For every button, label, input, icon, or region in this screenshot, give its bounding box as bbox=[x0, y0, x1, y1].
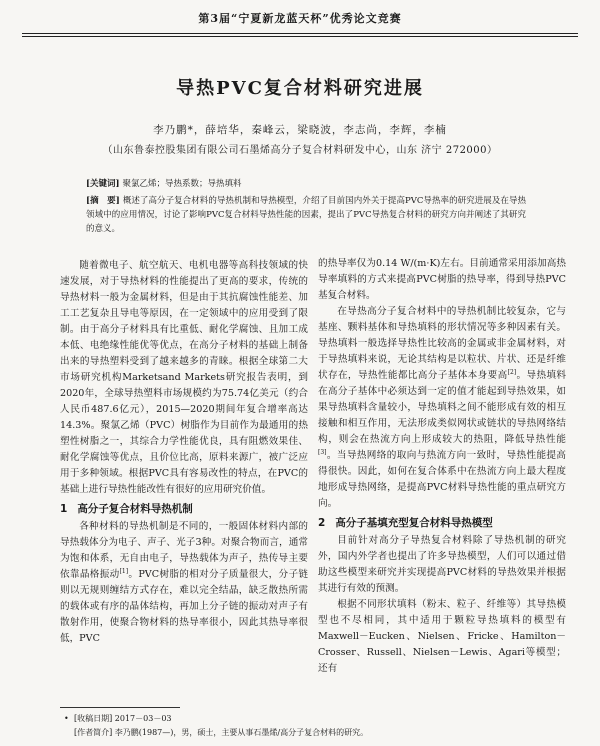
model-paragraph-1: 目前针对高分子导热复合材料除了导热机制的研究外，国内外学者也提出了许多导热模型，人们可以通过借助这些模型来研究并实现提高PVC材料的导热效果并根据其进行有效的预测。 bbox=[318, 535, 566, 594]
section-1-number: 1 bbox=[60, 503, 68, 515]
section-2-title: 高分子基填充型复合材料导热模型 bbox=[335, 517, 493, 529]
section-1-text-b: 。PVC树脂的相对分子质量很大，分子链则以无规则缠结方式存在，难以完全结晶，缺乏散热所需的载体或有序的晶体结构，再加上分子链的振动对声子有散射作用，使聚合物材料的热导率很小，因此其热导率很低，PVC bbox=[60, 569, 308, 644]
model-paragraph-2: 根据不同形状填料（粉末、粒子、纤维等）其导热模型也不尽相同，其中适用于颗粒导热填料的模型有Maxwell－Eucken、Nielsen、Fricke、Hamilton－Crosser、Russell、Nielsen－Lewis、Agari等模型；还有 bbox=[318, 599, 566, 674]
citation-3: [3] bbox=[318, 448, 327, 456]
section-1-paragraph bbox=[60, 519, 308, 647]
article-affiliation: （山东鲁泰控股集团有限公司石墨烯高分子复合材料研发中心，山东 济宁 272000） bbox=[102, 145, 498, 156]
mechanism-text-a: 在导热高分子复合材料中的导热机制比较复杂，它与基座、颗料基体和导热填料的形状情况等多种因素有关。导热填料一般选择导热性比较高的金属或非金属材料，对于导热填料来说，无论其结构是以粒状、片状、还是纤维状存在，导热性能都比高分子基体本身要高 bbox=[318, 306, 566, 381]
mechanism-paragraph bbox=[318, 304, 566, 512]
abstract bbox=[86, 194, 526, 236]
article-authors: 李乃鹏*，薛培华，秦峰云，梁晓波，李志尚，李辉，李楠 bbox=[153, 124, 447, 136]
left-column bbox=[60, 258, 308, 647]
mechanism-text-b: 。导热填料在高分子基体中必须达到一定的值才能起到导热效果，如果导热填料含量较小，导热填料之间不能形成有效的相互接触和相互作用，无法形成类似网状或链状的导热网络结构，则会在热流方向上形成较大的热阻，降低导热性能 bbox=[318, 370, 567, 445]
footnote-bullet: • bbox=[64, 714, 69, 723]
page-header: 第3届“宁夏新龙蓝天杯”优秀论文竞赛 bbox=[198, 12, 402, 25]
section-1-text-a: 各种材料的导热机制是不同的，一般固体材料内部的导热载体分为电子、声子、光子3种。对聚合物而言，通常为饱和体系，无自由电子，导热载体为声子，热传导主要依靠晶格振动 bbox=[60, 521, 308, 580]
abstract-text: 概述了高分子复合材料的导热机制和导热模型，介绍了目前国内外关于提高PVC导热率的研究进展及在导热领域中的应用情况，讨论了影响PVC复合材料导热性能的因素，提出了PVC导热复合材料的研究方向并阐述了其研究的意义。 bbox=[86, 196, 527, 234]
section-2-number: 2 bbox=[318, 517, 326, 529]
article-title: 导热PVC复合材料研究进展 bbox=[176, 78, 424, 99]
footnote-rule bbox=[60, 707, 180, 708]
abstract-label: [摘 要] bbox=[86, 196, 120, 206]
footnote-author-bio bbox=[64, 726, 544, 740]
intro-paragraph: 随着微电子、航空航天、电机电器等高科技领域的快速发展，对于导热材料的性能提出了更高的要求，传统的导热材料一般为金属材料，但是由于其抗腐蚀性能差、加工工艺复杂且导电等原因，在一定领域中的应用受到了限制。由于高分子材料具有比重低、耐化学腐蚀、且加工成本低、电绝缘性能优等优点，在高分子材料的基础上制备出来的导热塑料受到了越来越多的青睐。根据全球第二大市场研究机构Marketsand Markets研究报告表明，到2020年，全球导热塑料市场规模约为75.74亿美元（约合人民币487.6亿元），2015—2020期间年复合增率高达14.3%。聚氯乙烯（PVC）树脂作为目前作为最通用的热塑性树脂之一，其综合力学性能优良，具有阻燃效果佳、耐化学腐蚀等优点，且价位比高，原料来源广，被广泛应用于多种领域。根据PVC具有容易改性的特点，在PVC的基础上进行导热性能改性有很好的应用研究价值。 bbox=[60, 260, 308, 495]
section-1-heading bbox=[60, 501, 308, 517]
footnotes bbox=[64, 712, 544, 740]
section-2-heading bbox=[318, 515, 566, 531]
citation-1: [1] bbox=[119, 567, 129, 575]
author-bio: [作者简介] 李乃鹏(1987—)，男，硕士，主要从事石墨烯/高分子复合材料的研究。 bbox=[74, 728, 369, 737]
footnote-received bbox=[64, 712, 544, 726]
keywords bbox=[86, 177, 526, 191]
header-rule bbox=[22, 33, 578, 37]
received-date: [收稿日期] 2017－03－03 bbox=[74, 714, 172, 723]
mechanism-text-c: 。当导热网络的取向与热流方向一致时，导热性能提高得很快。因此，如何在复合体系中在热流方向上最大程度地形成导热网络，是提高PVC材料导热性能的重点研究方向。 bbox=[318, 450, 566, 509]
section-1-title: 高分子复合材料导热机制 bbox=[77, 503, 193, 515]
continued-paragraph: 的热导率仅为0.14 W/(m·K)左右。目前通常采用添加高热导率填料的方式来提高PVC树脂的热导率，得到导热PVC基复合材料。 bbox=[318, 258, 566, 301]
keywords-text: 聚氯乙烯；导热系数；导热填料 bbox=[122, 179, 242, 189]
citation-2: [2] bbox=[507, 368, 517, 376]
keywords-label: [关键词] bbox=[86, 179, 120, 189]
right-column bbox=[318, 256, 566, 677]
